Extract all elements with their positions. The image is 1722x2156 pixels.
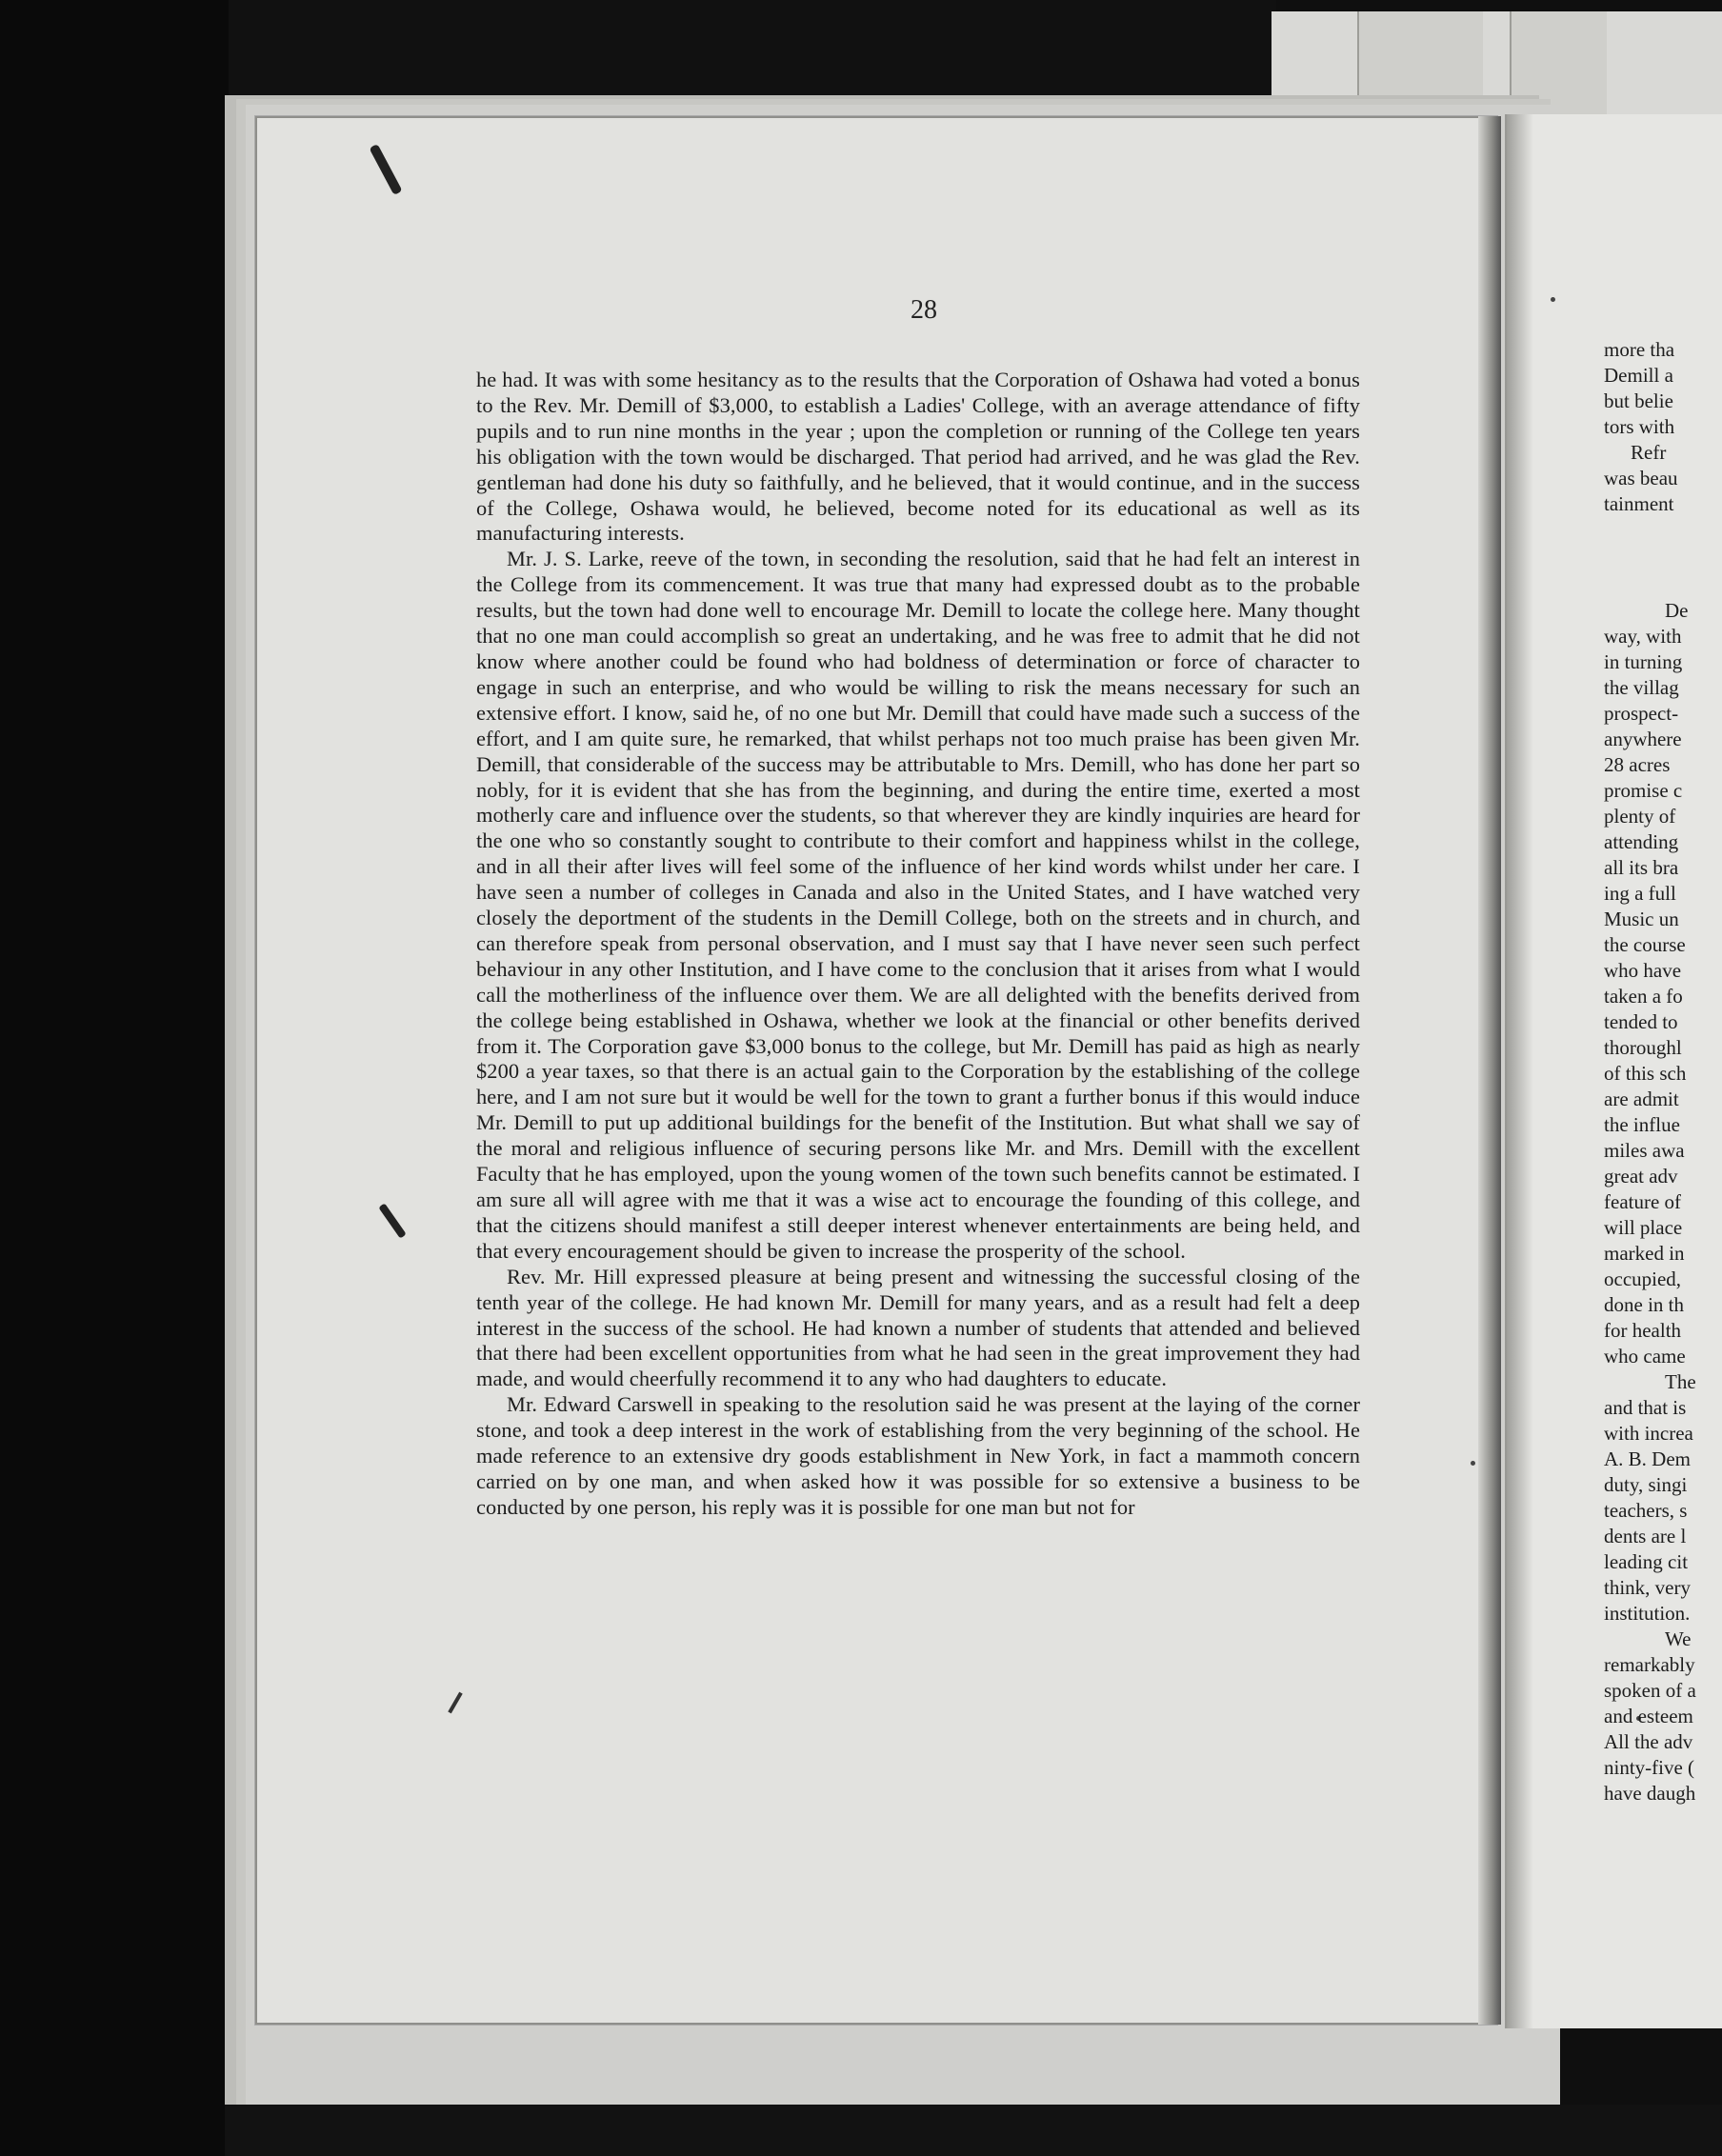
- facing-page-line: ing a full: [1604, 882, 1676, 905]
- ink-speck: [1551, 297, 1555, 302]
- facing-page-line: who have: [1604, 959, 1682, 982]
- facing-page-line: of this sch: [1604, 1062, 1687, 1085]
- facing-page-line: attending: [1604, 830, 1679, 853]
- facing-page-line: great adv: [1604, 1165, 1678, 1188]
- facing-page-line: taken a fo: [1604, 985, 1683, 1008]
- facing-page-line: are admit: [1604, 1088, 1679, 1110]
- facing-page-line: Music un: [1604, 908, 1679, 930]
- facing-page-line: was beau: [1604, 467, 1678, 489]
- facing-page-line: dents are l: [1604, 1525, 1687, 1547]
- body-text: [476, 368, 1360, 1521]
- facing-page-line: for health: [1604, 1319, 1682, 1342]
- facing-page-line: Demill a: [1604, 364, 1673, 387]
- facing-page-line: the villag: [1604, 676, 1679, 699]
- facing-page-line: 28 acres: [1604, 753, 1671, 776]
- facing-page-line: the influe: [1604, 1113, 1680, 1136]
- facing-page-line: We: [1665, 1627, 1692, 1650]
- facing-page-line: De: [1665, 599, 1689, 622]
- facing-page-line: All the adv: [1604, 1730, 1693, 1753]
- paragraph: Mr. Edward Carswell in speaking to the resolution said he was present at the laying of the corner stone, and took a deep interest in the work of establishing from the very beginning of the school. He made reference to an extensive dry goods establishment in New York, in fact a mammoth concern carried on by one man, and when asked how it was possible for so extensive a business to be conducted by one person, his reply was it is possible for one man but not for: [476, 1392, 1360, 1519]
- facing-page-line: Refr: [1631, 441, 1667, 464]
- facing-page-line: thoroughl: [1604, 1036, 1682, 1059]
- facing-page-line: with increa: [1604, 1422, 1693, 1445]
- facing-page-line: but belie: [1604, 389, 1673, 412]
- facing-page-line: duty, singi: [1604, 1473, 1688, 1496]
- background-bottom: [225, 2105, 1722, 2156]
- background-top: [229, 0, 1276, 95]
- facing-page-line: way, with: [1604, 625, 1682, 648]
- paragraph: Rev. Mr. Hill expressed pleasure at being present and witnessing the successful closing of the tenth year of the college. He had known Mr. Demill for many years, and as a result had felt a deep interest in the success of the school. He had known a number of students that attended and believed that there had been excellent opportunities from what he had seen in the great improvement they had made, and would cheerfully recommend it to any who had daughters to educate.: [476, 1264, 1360, 1391]
- facing-page-line: who came: [1604, 1345, 1686, 1367]
- facing-page-line: tors with: [1604, 415, 1675, 438]
- facing-page-line: remarkably: [1604, 1653, 1695, 1676]
- facing-page-line: have daugh: [1604, 1782, 1696, 1805]
- paragraph: Mr. J. S. Larke, reeve of the town, in seconding the resolution, said that he had felt an interest in the College from its commencement. It was true that many had expressed doubt as to the probable results, but the town had done well to encourage Mr. Demill to locate the college here. Many thought that no one man could accomplish so great an undertaking, and he was free to admit that he did not know where another could be found who had boldness of determination or force of character to engage in such an enterprise, and who would be willing to risk the means necessary for such an extensive effort. I know, said he, of no one but Mr. Demill that could have made such a success of the effort, and I am quite sure, he remarked, that whilst perhaps not too much praise has been given Mr. Demill, that considerable of the success may be attributable to Mrs. Demill, who has done her part so nobly, for it is evident that she has from the beginning, and during the entire time, exerted a most motherly care and influence over the students, so that wherever they are kindly inquiries are heard for the one who so constantly sought to contribute to their comfort and happiness whilst in the college, and in all their after lives will feel some of the influence of her kind words whilst under her care. I have seen a number of colleges in Canada and also in the United States, and I have watched very closely the deportment of the students in the Demill College, both on the streets and in church, and can therefore speak from personal observation, and I must say that I have never seen such perfect behaviour in any other Institution, and I have come to the conclusion that it arises from what I would call the motherliness of the influence over them. We are all delighted with the benefits derived from the college being established in Oshawa, whether we look at the financial or other benefits derived from it. The Corporation gave $3,000 bonus to the college, but Mr. Demill has paid as high as nearly $200 a year taxes, so that there is an actual gain to the Corporation by the establishing of the college here, and I am not sure but it would be well for the town to grant a further bonus if this would induce Mr. Demill to put up additional buildings for the benefit of the Institution. But what shall we say of the moral and religious influence of securing persons like Mr. and Mrs. Demill with the excellent Faculty that he has employed, upon the young women of the town such benefits cannot be estimated. I am sure all will agree with me that it was a wise act to encourage the founding of this college, and that the citizens should manifest a still deeper interest whenever entertainments are being held, and that every encouragement should be given to increase the prosperity of the school.: [476, 547, 1360, 1263]
- facing-page-line: miles awa: [1604, 1139, 1685, 1162]
- facing-page-line: and esteem: [1604, 1705, 1693, 1727]
- facing-page-line: tended to: [1604, 1010, 1678, 1033]
- facing-page-text-top: [1604, 337, 1722, 517]
- facing-page-line: the course: [1604, 933, 1686, 956]
- facing-page-line: promise c: [1604, 779, 1683, 802]
- facing-page-text-main: [1604, 598, 1722, 1807]
- gutter-shadow: [1478, 116, 1501, 2025]
- paragraph: he had. It was with some hesitancy as to the results that the Corporation of Oshawa had voted a bonus to the Rev. Mr. Demill of $3,000, to establish a Ladies' College, with an average attendance of fifty pupils and to run nine months in the year ; upon the completion or running of the College ten years his obligation with the town would be discharged. That period had arrived, and he was glad the Rev. gentleman had done his duty so faithfully, and he believed, that it would continue, and in the success of the College, Oshawa would, he believed, become noted for its educational as well as its manufacturing interests.: [476, 368, 1360, 546]
- facing-page-line: anywhere: [1604, 728, 1682, 750]
- facing-page-line: will place: [1604, 1216, 1683, 1239]
- background-left: [0, 0, 229, 2156]
- facing-page-line: done in th: [1604, 1293, 1684, 1316]
- facing-page-line: and that is: [1604, 1396, 1687, 1419]
- facing-page-line: tainment: [1604, 492, 1674, 515]
- ink-speck: [1471, 1461, 1475, 1466]
- facing-page-line: ninty-five (: [1604, 1756, 1695, 1779]
- facing-page-line: leading cit: [1604, 1550, 1689, 1573]
- facing-page-line: feature of: [1604, 1190, 1682, 1213]
- facing-page-line: all its bra: [1604, 856, 1679, 879]
- facing-page-line: teachers, s: [1604, 1499, 1688, 1522]
- facing-page-shadow: [1505, 114, 1533, 2028]
- facing-page-line: in turning: [1604, 650, 1683, 673]
- facing-page-line: The: [1665, 1370, 1696, 1393]
- facing-page-line: plenty of: [1604, 805, 1676, 828]
- page-number: 28: [911, 295, 937, 325]
- facing-page-line: prospect-: [1604, 702, 1679, 725]
- facing-page-line: occupied,: [1604, 1268, 1682, 1290]
- facing-page-line: spoken of a: [1604, 1679, 1696, 1702]
- facing-page-line: institution.: [1604, 1602, 1691, 1625]
- facing-page-line: more tha: [1604, 338, 1675, 361]
- facing-page-line: think, very: [1604, 1576, 1691, 1599]
- facing-page-line: A. B. Dem: [1604, 1447, 1691, 1470]
- facing-page-line: marked in: [1604, 1242, 1685, 1265]
